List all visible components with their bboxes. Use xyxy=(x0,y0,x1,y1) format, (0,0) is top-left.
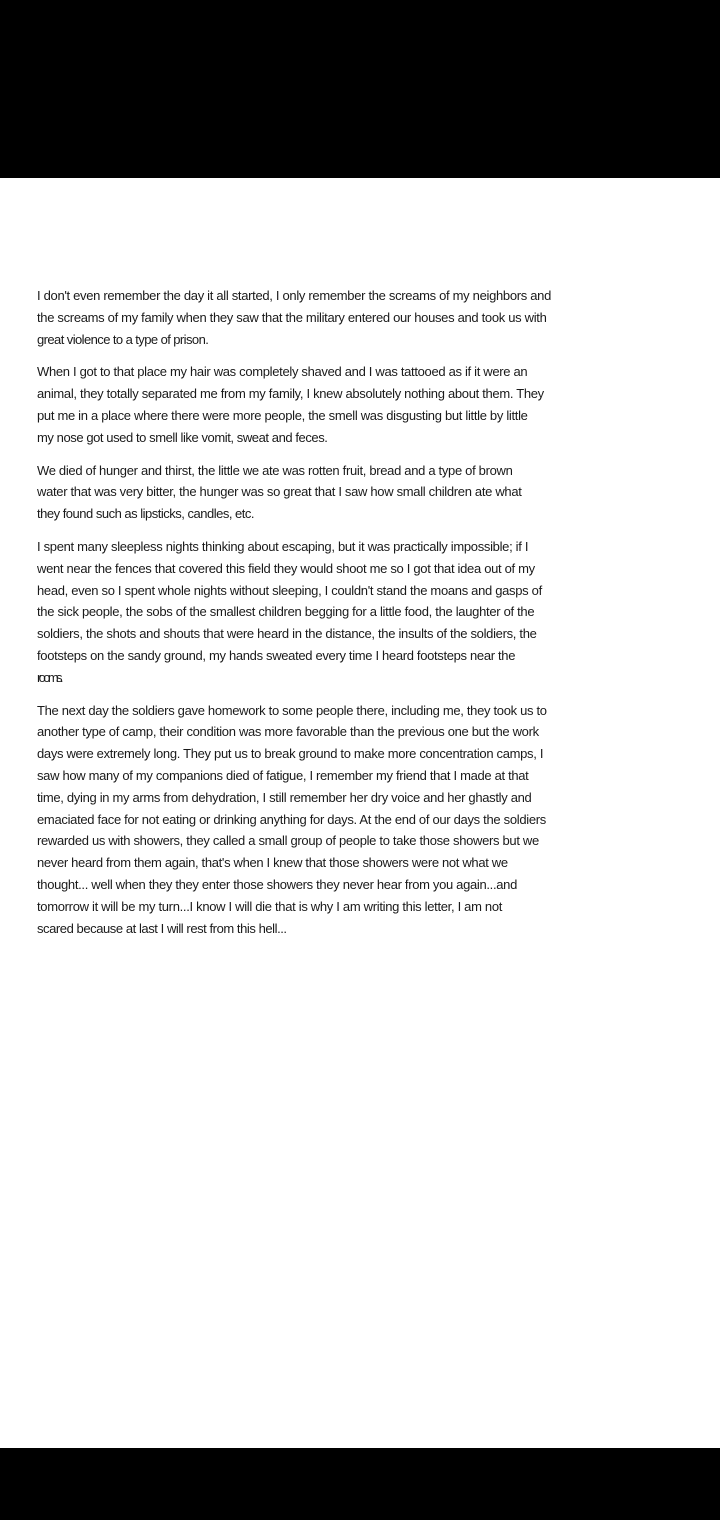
text-line: The next day the soldiers gave homework to some people there, including me, they took us to xyxy=(37,702,547,718)
text-line: When I got to that place my hair was completely shaved and I was tattooed as if it were an xyxy=(37,364,528,380)
text-line: thought... well when they they enter those showers they never hear from you again...and xyxy=(37,876,517,892)
bottom-black-bar xyxy=(0,1448,720,1520)
paragraph xyxy=(37,536,697,689)
text-line: the screams of my family when they saw that the military entered our houses and took us with xyxy=(37,309,547,325)
top-black-bar xyxy=(0,0,720,178)
text-line: emaciated face for not eating or drinking anything for days. At the end of our days the soldiers xyxy=(37,811,546,827)
text-line: tomorrow it will be my turn...I know I will die that is why I am writing this letter, I am not xyxy=(37,898,503,914)
text-line: I don't even remember the day it all started, I only remember the screams of my neighbors and xyxy=(37,288,552,303)
text-line: We died of hunger and thirst, the little we ate was rotten fruit, bread and a type of brown xyxy=(37,462,513,478)
text-line: never heard from them again, that's when I knew that those showers were not what we xyxy=(37,855,508,871)
text-line: rooms. xyxy=(37,669,61,685)
text-line: I spent many sleepless nights thinking about escaping, but it was practically impossible; if I xyxy=(37,538,529,554)
text-line: animal, they totally separated me from my family, I knew absolutely nothing about them. They xyxy=(37,386,544,402)
paragraph xyxy=(37,361,697,448)
text-line: water that was very bitter, the hunger was so great that I saw how small children ate what xyxy=(37,484,522,500)
text-line: head, even so I spent whole nights without sleeping, I couldn't stand the moans and gasps of xyxy=(37,582,542,598)
paragraph xyxy=(37,700,697,940)
text-line: scared because at last I will rest from this hell... xyxy=(37,920,287,936)
text-line: another type of camp, their condition was more favorable than the previous one but the work xyxy=(37,724,539,740)
text-line: went near the fences that covered this field they would shoot me so I got that idea out of my xyxy=(37,560,535,576)
text-line: put me in a place where there were more people, the smell was disgusting but little by little xyxy=(37,407,528,423)
text-line: they found such as lipsticks, candles, etc. xyxy=(37,506,255,522)
text-line: my nose got used to smell like vomit, sweat and feces. xyxy=(37,429,328,445)
text-line: time, dying in my arms from dehydration, I still remember her dry voice and her ghastly and xyxy=(37,789,532,805)
text-line: footsteps on the sandy ground, my hands sweated every time I heard footsteps near the xyxy=(37,647,516,663)
document-body xyxy=(37,285,697,950)
text-line: rewarded us with showers, they called a small group of people to take those showers but we xyxy=(37,833,539,849)
text-line: saw how many of my companions died of fatigue, I remember my friend that I made at that xyxy=(37,767,529,783)
text-line: days were extremely long. They put us to break ground to make more concentration camps, I xyxy=(37,746,544,762)
text-line: the sick people, the sobs of the smallest children begging for a little food, the laughter of the xyxy=(37,604,535,620)
text-line: great violence to a type of prison. xyxy=(37,331,209,347)
paragraph xyxy=(37,285,697,350)
text-line: soldiers, the shots and shouts that were heard in the distance, the insults of the soldiers, the xyxy=(37,626,537,642)
paragraph xyxy=(37,460,697,525)
